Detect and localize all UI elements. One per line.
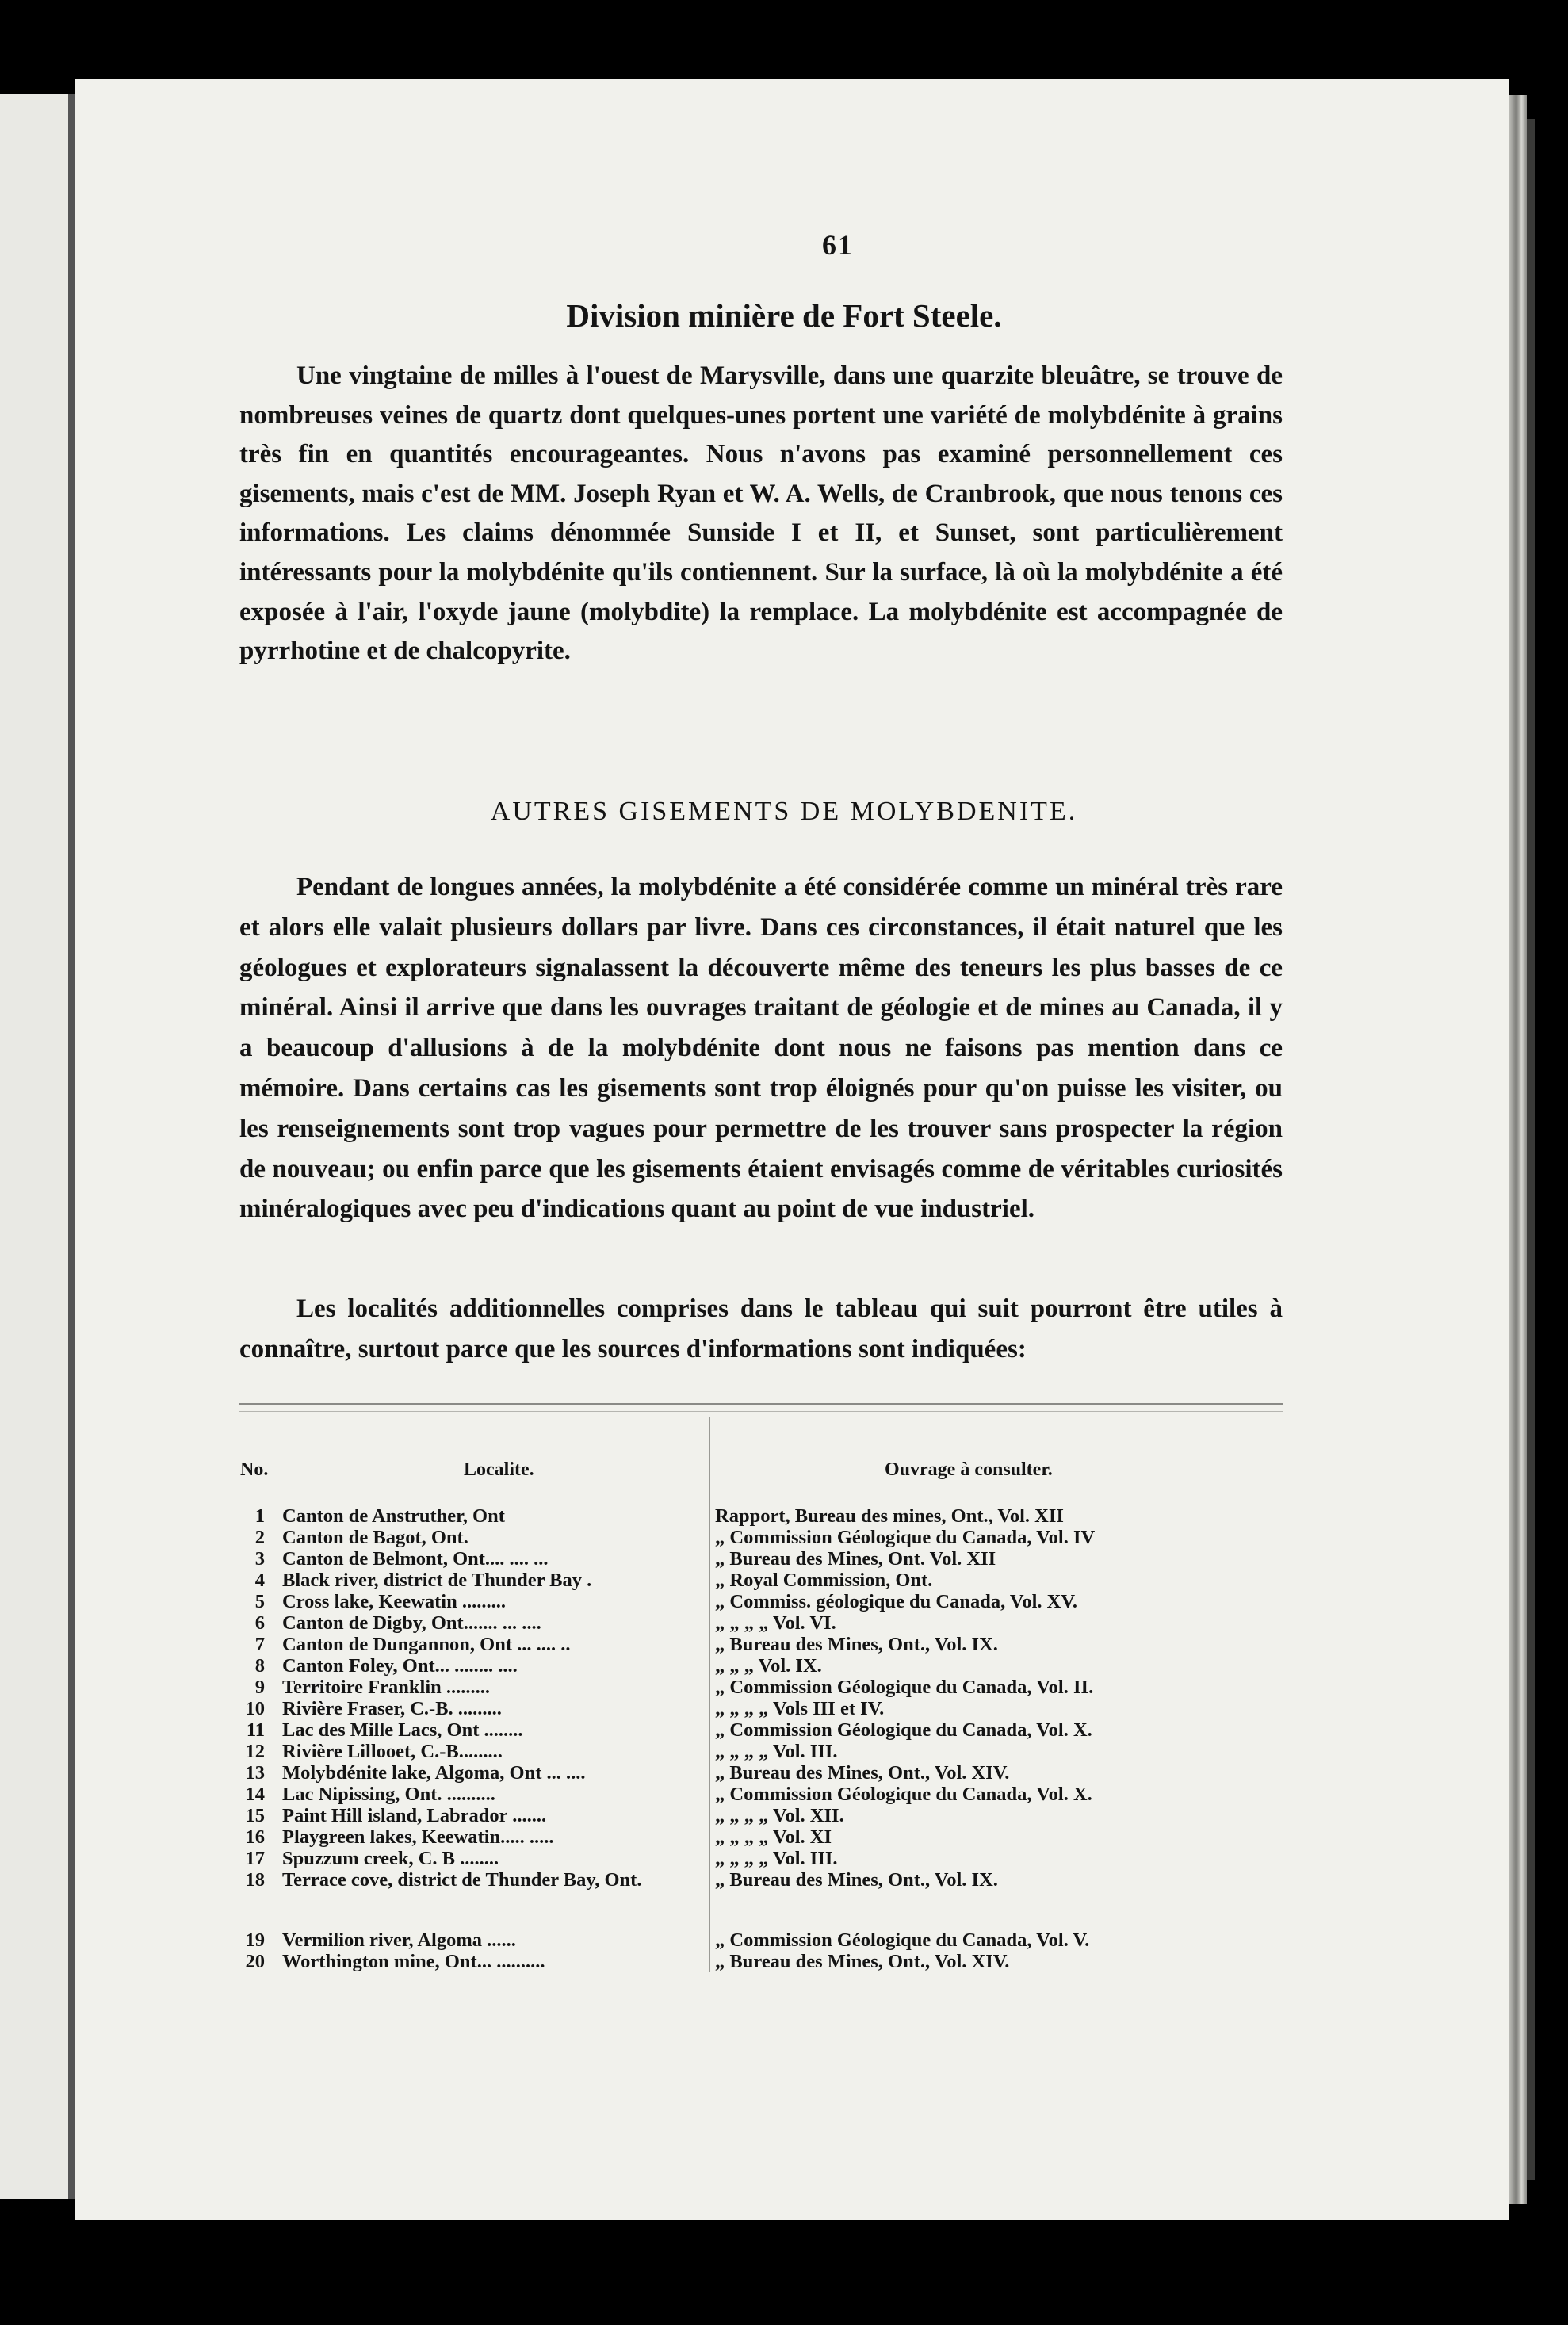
table-row — [0, 1612, 1568, 1634]
row-ouvrage: „ Commission Géologique du Canada, Vol. X. — [715, 1719, 1092, 1741]
row-number: 9 — [254, 1677, 265, 1698]
row-ouvrage: „ Commission Géologique du Canada, Vol. II. — [715, 1677, 1094, 1698]
row-localite: Canton de Belmont, Ont.... .... ... — [282, 1548, 549, 1570]
table-row — [0, 1784, 1568, 1805]
row-number: 2 — [254, 1527, 265, 1548]
row-localite: Canton de Anstruther, Ont — [282, 1505, 505, 1527]
row-ouvrage: „ „ „ „ Vol. III. — [715, 1848, 838, 1869]
row-ouvrage: „ „ „ „ Vol. III. — [715, 1741, 838, 1762]
row-localite: Rivière Lillooet, C.-B......... — [282, 1741, 503, 1762]
row-localite: Lac Nipissing, Ont. .......... — [282, 1784, 495, 1805]
row-ouvrage: „ „ „ „ Vol. XII. — [715, 1805, 844, 1826]
row-number: 16 — [245, 1826, 265, 1848]
section-heading-autres-gisements: AUTRES GISEMENTS DE MOLYBDENITE. — [490, 797, 1078, 826]
row-number: 10 — [245, 1698, 265, 1719]
table-row — [0, 1951, 1568, 1972]
row-ouvrage: „ Bureau des Mines, Ont., Vol. XIV. — [715, 1951, 1010, 1972]
row-localite: Canton de Dungannon, Ont ... .... .. — [282, 1634, 571, 1655]
row-ouvrage: „ Bureau des Mines, Ont., Vol. XIV. — [715, 1762, 1010, 1784]
row-ouvrage: Rapport, Bureau des mines, Ont., Vol. XII — [715, 1505, 1064, 1527]
row-number: 13 — [245, 1762, 265, 1784]
row-localite: Paint Hill island, Labrador ....... — [282, 1805, 547, 1826]
row-localite: Canton de Bagot, Ont. — [282, 1527, 468, 1548]
row-number: 8 — [254, 1655, 265, 1677]
row-localite: Playgreen lakes, Keewatin..... ..... — [282, 1826, 554, 1848]
row-number: 17 — [245, 1848, 265, 1869]
row-localite: Canton Foley, Ont... ........ .... — [282, 1655, 518, 1677]
table-row — [0, 1505, 1568, 1527]
table-row — [0, 1677, 1568, 1698]
row-number: 11 — [246, 1719, 265, 1741]
row-localite: Black river, district de Thunder Bay . — [282, 1570, 592, 1591]
row-localite: Cross lake, Keewatin ......... — [282, 1591, 506, 1612]
row-ouvrage: „ „ „ „ Vol. XI — [715, 1826, 832, 1848]
table-row — [0, 1741, 1568, 1762]
table-row — [0, 1591, 1568, 1612]
row-localite: Canton de Digby, Ont....... ... .... — [282, 1612, 541, 1634]
row-number: 19 — [245, 1929, 265, 1951]
row-number: 18 — [245, 1869, 265, 1891]
table-row — [0, 1762, 1568, 1784]
row-localite: Molybdénite lake, Algoma, Ont ... .... — [282, 1762, 586, 1784]
table-row — [0, 1570, 1568, 1591]
row-ouvrage: „ Commiss. géologique du Canada, Vol. XV. — [715, 1591, 1077, 1612]
paragraph-fort-steele: Une vingtaine de milles à l'ouest de Marysville, dans une quarzite bleuâtre, se trouve de nombreuses veines de quartz dont quelques-unes portent une variété de molybdénite à grains très fin en quantités encourageantes. Nous n'avons pas examiné personnellement ces gisements, mais c'est de MM. Joseph Ryan et W. A. Wells, de Cranbrook, que nous tenons ces informations. Les claims dénommée Sunside I et II, et Sunset, sont particulièrement intéressants pour la molybdénite qu'ils contiennent. Sur la surface, là où la molybdénite a été exposée à l'air, l'oxyde jaune (molybdite) la remplace. La molybdénite est accompagnée de pyrrhotine et de chalcopyrite. — [239, 361, 1283, 666]
row-ouvrage: „ Commission Géologique du Canada, Vol. V. — [715, 1929, 1090, 1951]
row-number: 5 — [254, 1591, 265, 1612]
table-header-ouvrage: Ouvrage à consulter. — [885, 1459, 1053, 1480]
row-ouvrage: „ „ „ Vol. IX. — [715, 1655, 822, 1677]
table-row — [0, 1848, 1568, 1869]
table-top-rule-thin — [239, 1411, 1283, 1412]
table-top-rule — [239, 1403, 1283, 1405]
row-localite: Terrace cove, district de Thunder Bay, Ont. — [282, 1869, 642, 1891]
table-row — [0, 1634, 1568, 1655]
table-row — [0, 1805, 1568, 1826]
table-row — [0, 1655, 1568, 1677]
row-number: 15 — [245, 1805, 265, 1826]
table-row — [0, 1826, 1568, 1848]
table-row — [0, 1527, 1568, 1548]
row-number: 6 — [254, 1612, 265, 1634]
row-ouvrage: „ „ „ „ Vol. VI. — [715, 1612, 836, 1634]
table-header-no: No. — [240, 1459, 269, 1480]
row-localite: Spuzzum creek, C. B ........ — [282, 1848, 499, 1869]
row-ouvrage: „ „ „ „ Vols III et IV. — [715, 1698, 885, 1719]
table-row — [0, 1719, 1568, 1741]
row-ouvrage: „ Bureau des Mines, Ont. Vol. XII — [715, 1548, 996, 1570]
row-number: 7 — [254, 1634, 265, 1655]
row-number: 20 — [245, 1951, 265, 1972]
table-header-localite: Localite. — [464, 1459, 534, 1480]
table-row — [0, 1698, 1568, 1719]
row-ouvrage: „ Bureau des Mines, Ont., Vol. IX. — [715, 1634, 998, 1655]
row-ouvrage: „ Commission Géologique du Canada, Vol. X. — [715, 1784, 1092, 1805]
row-localite: Vermilion river, Algoma ...... — [282, 1929, 516, 1951]
row-localite: Territoire Franklin ......... — [282, 1677, 490, 1698]
section-title: Division minière de Fort Steele. — [566, 297, 1002, 334]
row-number: 14 — [245, 1784, 265, 1805]
paragraph-table-intro: Les localités additionnelles comprises dans le tableau qui suit pourront être utiles à connaître, surtout parce que les sources d'informations sont indiquées: — [239, 1294, 1283, 1363]
table-row — [0, 1869, 1568, 1891]
row-ouvrage: „ Bureau des Mines, Ont., Vol. IX. — [715, 1869, 998, 1891]
row-localite: Rivière Fraser, C.-B. ......... — [282, 1698, 502, 1719]
row-ouvrage: „ Royal Commission, Ont. — [715, 1570, 933, 1591]
paragraph-history: Pendant de longues années, la molybdénite a été considérée comme un minéral très rare et alors elle valait plusieurs dollars par livre. Dans ces circonstances, il était naturel que les géologues et explorateurs signalassent la découverte même des teneurs les plus basses de ce minéral. Ainsi il arrive que dans les ouvrages traitant de géologie et de mines au Canada, il y a beaucoup d'allusions à de la molybdénite dont nous ne faisons pas mention dans ce mémoire. Dans certains cas les gisements sont trop éloignés pour qu'on puisse les visiter, ou les renseignements sont trop vagues pour permettre de les trouver sans prospecter la région de nouveau; ou enfin parce que les gisements étaient envisagés comme de véritables curiosités minéralogiques avec peu d'indications quant au point de vue industriel. — [239, 873, 1283, 1224]
row-number: 12 — [245, 1741, 265, 1762]
table-row — [0, 1929, 1568, 1951]
row-localite: Lac des Mille Lacs, Ont ........ — [282, 1719, 523, 1741]
row-localite: Worthington mine, Ont... .......... — [282, 1951, 545, 1972]
row-number: 4 — [254, 1570, 265, 1591]
table-row — [0, 1548, 1568, 1570]
page-number: 61 — [822, 229, 854, 261]
row-number: 1 — [254, 1505, 265, 1527]
row-ouvrage: „ Commission Géologique du Canada, Vol. IV — [715, 1527, 1096, 1548]
row-number: 3 — [254, 1548, 265, 1570]
